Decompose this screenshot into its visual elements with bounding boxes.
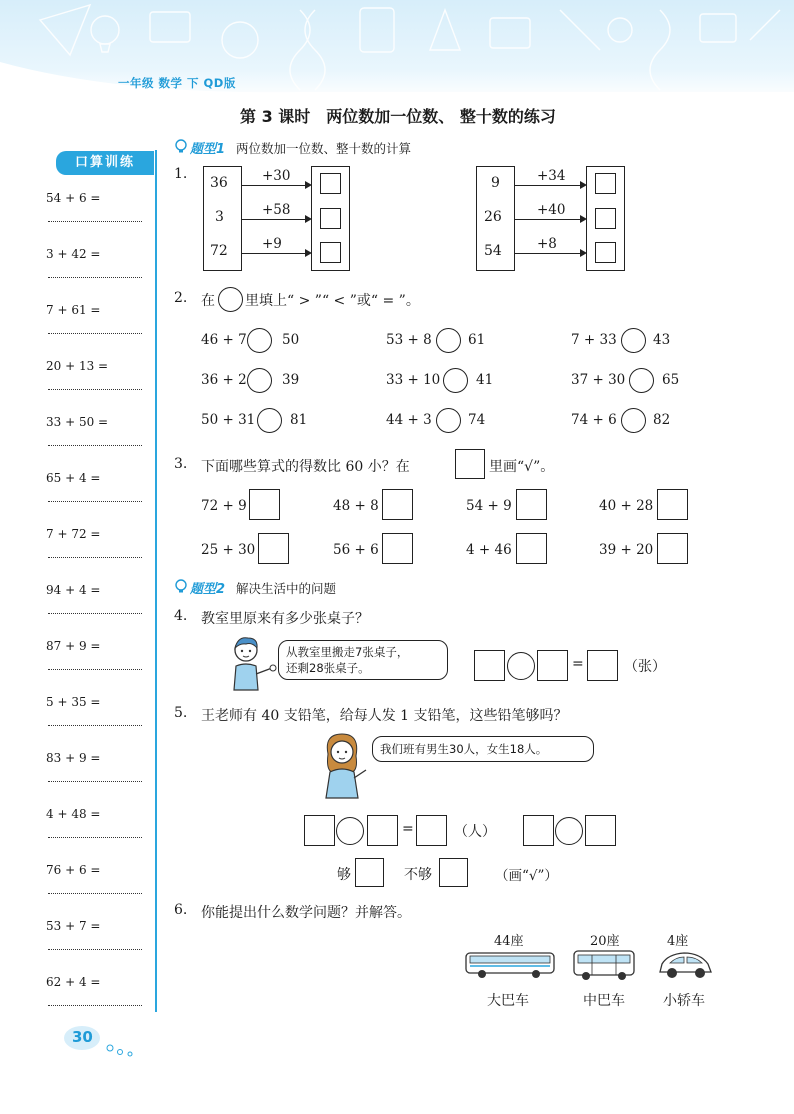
question-text: 在 — [201, 293, 215, 309]
arrow — [242, 185, 308, 186]
oral-item-text: 3 + 42 = — [46, 247, 101, 261]
oral-item[interactable] — [46, 527, 142, 583]
operator-circle[interactable] — [507, 652, 535, 680]
oral-item[interactable] — [46, 303, 142, 359]
answer-line — [48, 389, 142, 390]
answer-box[interactable] — [595, 173, 616, 194]
input-number: 26 — [484, 209, 502, 225]
question-number: 2. — [174, 290, 188, 306]
arrow-head — [305, 215, 312, 223]
answer-line — [48, 557, 142, 558]
car-icon — [656, 948, 714, 982]
arrow — [242, 219, 308, 220]
answer-box[interactable] — [320, 242, 341, 263]
compare-circle[interactable] — [436, 408, 461, 433]
oral-item-text: 76 + 6 = — [46, 863, 101, 877]
question-text: 教室里原来有多少张桌子？ — [201, 611, 369, 627]
check-expr: 72 + 9 — [201, 498, 247, 514]
oral-item[interactable] — [46, 807, 142, 863]
arrow-head — [305, 249, 312, 257]
compare-left: 50 + 31 — [201, 412, 256, 428]
teacher-icon — [318, 730, 370, 800]
oral-item[interactable] — [46, 359, 142, 415]
input-number: 36 — [210, 175, 228, 191]
answer-line — [48, 333, 142, 334]
compare-circle[interactable] — [555, 817, 583, 845]
type-desc: 解决生活中的问题 — [236, 581, 337, 596]
equation-box[interactable] — [367, 815, 398, 846]
vehicle-name: 小轿车 — [663, 993, 705, 1009]
equals-sign: = — [572, 656, 584, 672]
check-box[interactable] — [258, 533, 289, 564]
oral-item-text: 20 + 13 = — [46, 359, 109, 373]
lightbulb-icon — [174, 579, 188, 593]
input-number: 9 — [491, 175, 500, 191]
lightbulb-icon — [174, 139, 188, 153]
arrow — [242, 253, 308, 254]
answer-line — [48, 837, 142, 838]
arrow-head — [580, 215, 587, 223]
compare-right: 61 — [468, 332, 486, 348]
bubble-line: 从教室里搬走7张桌子， — [286, 645, 409, 659]
oral-item[interactable] — [46, 695, 142, 751]
oral-item[interactable] — [46, 583, 142, 639]
answer-line — [48, 949, 142, 950]
oral-item-text: 33 + 50 = — [46, 415, 109, 429]
speech-bubble — [278, 640, 448, 680]
seat-count: 20座 — [590, 934, 620, 949]
vehicle-name: 中巴车 — [583, 993, 625, 1009]
compare-circle[interactable] — [257, 408, 282, 433]
question-type-badge — [174, 578, 474, 596]
answer-line — [48, 669, 142, 670]
check-box[interactable] — [657, 489, 688, 520]
arrow-head — [580, 181, 587, 189]
enough-check-box[interactable] — [355, 858, 384, 887]
answer-line — [48, 277, 142, 278]
equation-box[interactable] — [537, 650, 568, 681]
compare-left: 53 + 8 — [386, 332, 432, 348]
arrow-head — [305, 181, 312, 189]
compare-box[interactable] — [523, 815, 554, 846]
oral-item-text: 7 + 72 = — [46, 527, 101, 541]
compare-right: 74 — [468, 412, 486, 428]
operation-label: +58 — [262, 202, 291, 218]
vehicle-name: 大巴车 — [487, 993, 529, 1009]
check-box[interactable] — [516, 533, 547, 564]
speech-bubble: 我们班有男生30人，女生18人。 — [372, 736, 594, 762]
answer-line — [48, 501, 142, 502]
answer-box[interactable] — [595, 242, 616, 263]
compare-left: 37 + 30 — [571, 372, 626, 388]
compare-circle[interactable] — [629, 368, 654, 393]
question-text: 里填上“ > ”“ < ”或“ = ”。 — [245, 293, 420, 309]
compare-right: 81 — [290, 412, 308, 428]
oral-item[interactable] — [46, 247, 142, 303]
compare-circle[interactable] — [247, 328, 272, 353]
oral-item-text: 62 + 4 = — [46, 975, 101, 989]
oral-training-banner: 口算训练 — [56, 151, 154, 175]
compare-right: 39 — [282, 372, 300, 388]
check-expr: 54 + 9 — [466, 498, 512, 514]
answer-line — [48, 1005, 142, 1006]
check-box[interactable] — [657, 533, 688, 564]
answer-line — [48, 725, 142, 726]
question-number: 4. — [174, 608, 188, 624]
example-box — [455, 449, 485, 479]
compare-circle[interactable] — [247, 368, 272, 393]
question-text: 里画“√”。 — [489, 459, 555, 475]
input-number: 72 — [210, 243, 228, 259]
page-bubbles-decoration — [58, 1024, 138, 1060]
question-text: 你能提出什么数学问题？并解答。 — [201, 905, 411, 921]
input-number: 54 — [484, 243, 502, 259]
minibus-icon — [572, 948, 636, 982]
compare-right: 43 — [653, 332, 671, 348]
compare-left: 7 + 33 — [571, 332, 617, 348]
compare-left: 33 + 10 — [386, 372, 441, 388]
oral-item[interactable] — [46, 415, 142, 471]
result-box[interactable] — [416, 815, 447, 846]
type-desc: 两位数加一位数、整十数的计算 — [236, 141, 412, 156]
sidebar-divider — [155, 150, 157, 1012]
oral-item-text: 65 + 4 = — [46, 471, 101, 485]
operation-label: +8 — [537, 236, 557, 252]
arrow — [515, 185, 583, 186]
compare-left: 44 + 3 — [386, 412, 432, 428]
unit-label: （张） — [624, 659, 666, 675]
seat-count: 44座 — [494, 934, 524, 949]
boy-icon — [228, 634, 278, 692]
check-box[interactable] — [382, 533, 413, 564]
compare-circle[interactable] — [621, 408, 646, 433]
oral-item[interactable] — [46, 471, 142, 527]
answer-box[interactable] — [320, 173, 341, 194]
oral-item[interactable] — [46, 863, 142, 919]
oral-item[interactable] — [46, 751, 142, 807]
page-number: 30 — [72, 1028, 93, 1046]
question-type-badge — [174, 138, 474, 156]
operation-label: +9 — [262, 236, 282, 252]
arrow — [515, 219, 583, 220]
not-enough-label: 不够 — [404, 867, 432, 883]
compare-left: 46 + 7 — [201, 332, 247, 348]
oral-item-text: 87 + 9 = — [46, 639, 101, 653]
compare-left: 36 + 2 — [201, 372, 247, 388]
oral-item[interactable] — [46, 919, 142, 975]
seat-count: 4座 — [667, 934, 689, 949]
check-expr: 4 + 46 — [466, 542, 512, 558]
check-expr: 25 + 30 — [201, 542, 256, 558]
unit-label: （人） — [454, 824, 496, 840]
type-tag: 题型2 — [190, 582, 226, 597]
example-circle — [218, 287, 243, 312]
compare-circle[interactable] — [443, 368, 468, 393]
equation-box[interactable] — [474, 650, 505, 681]
answer-box[interactable] — [595, 208, 616, 229]
answer-line — [48, 445, 142, 446]
arrow — [515, 253, 583, 254]
not-enough-check-box[interactable] — [439, 858, 468, 887]
operation-label: +34 — [537, 168, 566, 184]
question-number: 1. — [174, 166, 188, 182]
check-expr: 56 + 6 — [333, 542, 379, 558]
compare-box[interactable] — [585, 815, 616, 846]
question-text: 王老师有 40 支铅笔，给每人发 1 支铅笔，这些铅笔够吗？ — [201, 708, 568, 724]
question-number: 3. — [174, 456, 188, 472]
oral-item-text: 7 + 61 = — [46, 303, 101, 317]
oral-item-text: 54 + 6 = — [46, 191, 101, 205]
hint-label: （画“√”） — [495, 868, 558, 884]
result-box[interactable] — [587, 650, 618, 681]
check-expr: 40 + 28 — [599, 498, 654, 514]
answer-line — [48, 893, 142, 894]
oral-item-text: 53 + 7 = — [46, 919, 101, 933]
lesson-title: 第 3 课时 两位数加一位数、 整十数的练习 — [240, 107, 556, 126]
question-text: 下面哪些算式的得数比 60 小？在 — [201, 459, 410, 475]
oral-item[interactable] — [46, 639, 142, 695]
operation-label: +30 — [262, 168, 291, 184]
check-box[interactable] — [382, 489, 413, 520]
compare-circle[interactable] — [436, 328, 461, 353]
operation-label: +40 — [537, 202, 566, 218]
compare-right: 65 — [662, 372, 680, 388]
answer-box[interactable] — [320, 208, 341, 229]
equals-sign: = — [402, 821, 414, 837]
answer-line — [48, 613, 142, 614]
oral-item-text: 83 + 9 = — [46, 751, 101, 765]
bubble-line: 还剩28张桌子。 — [286, 661, 370, 675]
oral-item-text: 94 + 4 = — [46, 583, 101, 597]
operator-circle[interactable] — [336, 817, 364, 845]
answer-line — [48, 781, 142, 782]
oral-item[interactable] — [46, 191, 142, 247]
compare-right: 50 — [282, 332, 300, 348]
enough-label: 够 — [337, 867, 351, 883]
check-expr: 39 + 20 — [599, 542, 654, 558]
grade-label: 一年级 数学 下 QD版 — [118, 76, 236, 90]
compare-right: 41 — [476, 372, 494, 388]
arrow-head — [580, 249, 587, 257]
compare-left: 74 + 6 — [571, 412, 617, 428]
check-expr: 48 + 8 — [333, 498, 379, 514]
type-tag: 题型1 — [190, 142, 226, 157]
answer-line — [48, 221, 142, 222]
equation-box[interactable] — [304, 815, 335, 846]
oral-item-text: 5 + 35 = — [46, 695, 101, 709]
oral-item[interactable] — [46, 975, 142, 1031]
oral-item-text: 4 + 48 = — [46, 807, 101, 821]
input-number: 3 — [215, 209, 224, 225]
question-number: 6. — [174, 902, 188, 918]
bus-icon — [464, 950, 556, 980]
compare-circle[interactable] — [621, 328, 646, 353]
check-box[interactable] — [516, 489, 547, 520]
question-number: 5. — [174, 705, 188, 721]
compare-right: 82 — [653, 412, 671, 428]
check-box[interactable] — [249, 489, 280, 520]
